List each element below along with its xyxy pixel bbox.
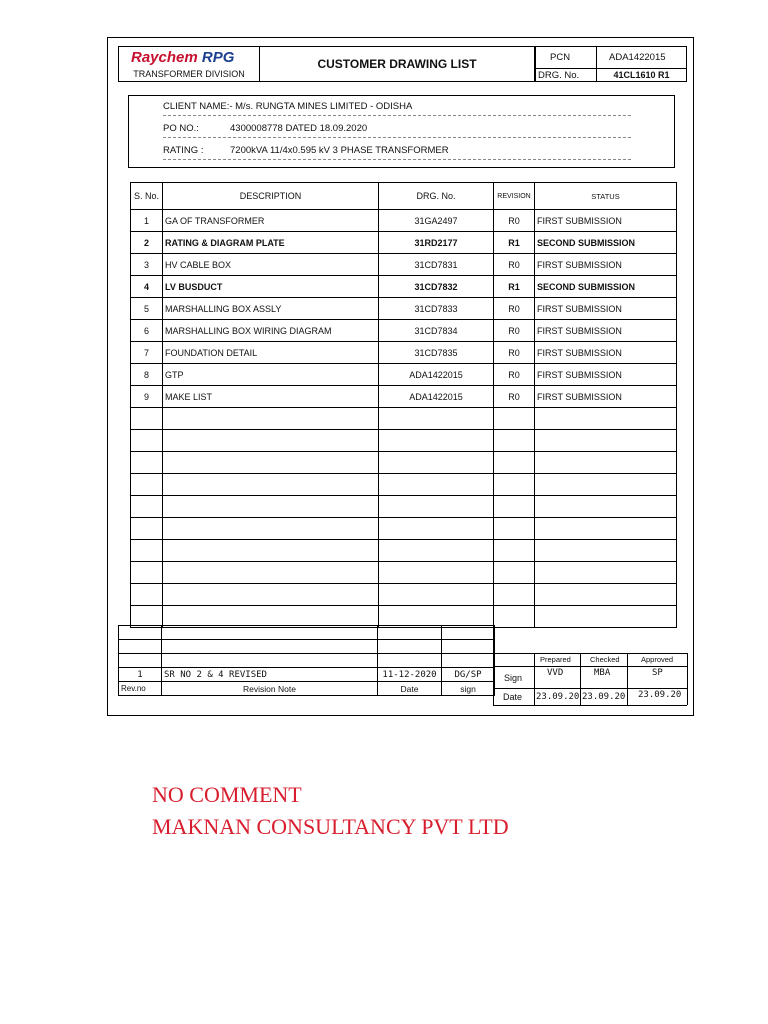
cell-empty [535, 584, 677, 606]
po-value: 4300008778 DATED 18.09.2020 [230, 123, 368, 134]
header-revision: REVISION [494, 183, 535, 210]
cell-status: FIRST SUBMISSION [535, 364, 677, 386]
rev-sign: DG/SP [442, 668, 495, 682]
label-date: Date [378, 682, 442, 696]
cell-description: MAKE LIST [163, 386, 379, 408]
cell-empty [131, 518, 163, 540]
cell-revision: R0 [494, 342, 535, 364]
table-row [131, 232, 677, 254]
cell-drg-no: 31GA2497 [379, 210, 494, 232]
cell-revision: R1 [494, 232, 535, 254]
cell-empty [379, 408, 494, 430]
approval-line [627, 653, 628, 705]
checked-date: 23.09.20 [582, 692, 626, 702]
cell-empty [535, 430, 677, 452]
divider [163, 159, 631, 160]
drg-no-label: DRG. No. [535, 68, 597, 82]
cell-empty [535, 562, 677, 584]
checked-sign: MBA [594, 668, 611, 678]
cell-empty [494, 474, 535, 496]
rev-no: 1 [119, 668, 162, 682]
sign-label: Sign [504, 673, 523, 683]
approved-label: Approved [641, 655, 674, 664]
cell-empty [163, 584, 379, 606]
cell-empty [494, 496, 535, 518]
table-header-row [131, 183, 677, 210]
header-drg-no: DRG. No. [379, 183, 494, 210]
revision-label-row [119, 682, 495, 696]
cell-sno: 8 [131, 364, 163, 386]
cell-empty [494, 562, 535, 584]
cell-status: SECOND SUBMISSION [535, 276, 677, 298]
table-row [131, 254, 677, 276]
pcn-value: ADA1422015 [596, 46, 687, 69]
cell-empty [379, 452, 494, 474]
document-title: CUSTOMER DRAWING LIST [260, 46, 535, 82]
date-label: Date [503, 692, 523, 702]
cell-empty [379, 540, 494, 562]
cell-drg-no: ADA1422015 [379, 364, 494, 386]
cell-empty [379, 562, 494, 584]
cell-empty [379, 584, 494, 606]
rev-date: 11-12-2020 [378, 668, 442, 682]
rating-value: 7200kVA 11/4x0.595 kV 3 PHASE TRANSFORMER [230, 145, 449, 156]
prepared-label: Prepared [540, 655, 571, 664]
cell-status: FIRST SUBMISSION [535, 342, 677, 364]
header-description: DESCRIPTION [163, 183, 379, 210]
cell-empty [163, 562, 379, 584]
cell-status: FIRST SUBMISSION [535, 320, 677, 342]
cell-revision: R1 [494, 276, 535, 298]
table-row-empty [131, 408, 677, 430]
cell-empty [131, 562, 163, 584]
table-row [131, 342, 677, 364]
revision-empty-row [119, 626, 495, 640]
prepared-sign: VVD [547, 668, 564, 678]
cell-description: MARSHALLING BOX ASSLY [163, 298, 379, 320]
prepared-date: 23.09.20 [536, 692, 580, 702]
cell-empty [535, 518, 677, 540]
label-rev-no: Rev.no [119, 682, 162, 696]
cell-description: HV CABLE BOX [163, 254, 379, 276]
cell-empty [163, 496, 379, 518]
cell-empty [131, 474, 163, 496]
cell-description: GA OF TRANSFORMER [163, 210, 379, 232]
rev-note: SR NO 2 & 4 REVISED [162, 668, 378, 682]
label-sign: sign [442, 682, 495, 696]
label-revision-note: Revision Note [162, 682, 378, 696]
cell-revision: R0 [494, 320, 535, 342]
company-logo-block [118, 46, 260, 82]
cell-empty [494, 452, 535, 474]
cell-empty [131, 584, 163, 606]
cell-revision: R0 [494, 364, 535, 386]
drawing-list-table [130, 182, 677, 628]
cell-empty [494, 606, 535, 628]
division-label: TRANSFORMER DIVISION [133, 69, 245, 79]
table-row-empty [131, 430, 677, 452]
cell-drg-no: ADA1422015 [379, 386, 494, 408]
cell-empty [494, 540, 535, 562]
cell-empty [163, 452, 379, 474]
cell-empty [535, 540, 677, 562]
cell-empty [163, 474, 379, 496]
table-row-empty [131, 540, 677, 562]
cell-description: RATING & DIAGRAM PLATE [163, 232, 379, 254]
table-row-empty [131, 452, 677, 474]
approval-line [580, 653, 581, 705]
cell-sno: 1 [131, 210, 163, 232]
revision-empty-row [119, 640, 495, 654]
cell-empty [535, 606, 677, 628]
cell-empty [163, 518, 379, 540]
table-row [131, 320, 677, 342]
pcn-label: PCN [535, 46, 597, 69]
cell-empty [131, 452, 163, 474]
approval-top-line [493, 653, 687, 654]
cell-empty [379, 474, 494, 496]
revision-row [119, 668, 495, 682]
cell-drg-no: 31RD2177 [379, 232, 494, 254]
cell-description: LV BUSDUCT [163, 276, 379, 298]
po-label: PO NO.: [163, 123, 199, 134]
cell-revision: R0 [494, 210, 535, 232]
cell-status: FIRST SUBMISSION [535, 254, 677, 276]
cell-sno: 6 [131, 320, 163, 342]
cell-description: GTP [163, 364, 379, 386]
divider [163, 115, 631, 116]
table-row [131, 210, 677, 232]
table-row-empty [131, 518, 677, 540]
table-row [131, 276, 677, 298]
cell-empty [131, 540, 163, 562]
cell-status: SECOND SUBMISSION [535, 232, 677, 254]
cell-drg-no: 31CD7831 [379, 254, 494, 276]
cell-empty [163, 408, 379, 430]
cell-sno: 2 [131, 232, 163, 254]
cell-empty [494, 430, 535, 452]
cell-status: FIRST SUBMISSION [535, 298, 677, 320]
cell-empty [379, 518, 494, 540]
table-row-empty [131, 474, 677, 496]
rating-label: RATING : [163, 145, 204, 156]
cell-empty [535, 408, 677, 430]
cell-empty [131, 408, 163, 430]
cell-empty [379, 430, 494, 452]
cell-revision: R0 [494, 386, 535, 408]
approved-date: 23.09.20 [638, 690, 682, 700]
approval-line [534, 653, 535, 705]
cell-empty [494, 408, 535, 430]
cell-empty [163, 540, 379, 562]
cell-empty [163, 430, 379, 452]
cell-sno: 3 [131, 254, 163, 276]
cell-sno: 5 [131, 298, 163, 320]
cell-empty [494, 584, 535, 606]
cell-empty [535, 452, 677, 474]
cell-description: FOUNDATION DETAIL [163, 342, 379, 364]
cell-empty [494, 518, 535, 540]
cell-revision: R0 [494, 254, 535, 276]
drg-no-value: 41CL1610 R1 [596, 68, 687, 82]
header-status: STATUS [535, 183, 677, 210]
table-row [131, 364, 677, 386]
cell-description: MARSHALLING BOX WIRING DIAGRAM [163, 320, 379, 342]
cell-sno: 7 [131, 342, 163, 364]
cell-drg-no: 31CD7832 [379, 276, 494, 298]
cell-empty [131, 430, 163, 452]
cell-empty [379, 496, 494, 518]
raychem-rpg-logo: Raychem RPG [131, 49, 235, 66]
header-sno: S. No. [131, 183, 163, 210]
client-name: CLIENT NAME:- M/s. RUNGTA MINES LIMITED - ODISHA [163, 101, 413, 112]
revision-table [118, 625, 495, 696]
approval-line [493, 688, 687, 689]
stamp-consultancy-name: MAKNAN CONSULTANCY PVT LTD [152, 814, 509, 839]
cell-drg-no: 31CD7833 [379, 298, 494, 320]
table-row-empty [131, 584, 677, 606]
stamp-no-comment: NO COMMENT [152, 782, 302, 807]
approval-bottom-line [493, 705, 687, 706]
table-row [131, 298, 677, 320]
cell-revision: R0 [494, 298, 535, 320]
approval-line [493, 666, 687, 667]
approved-sign: SP [652, 668, 663, 678]
checked-label: Checked [590, 655, 620, 664]
table-row [131, 386, 677, 408]
cell-status: FIRST SUBMISSION [535, 386, 677, 408]
divider [163, 137, 631, 138]
revision-empty-row [119, 654, 495, 668]
cell-empty [131, 496, 163, 518]
cell-sno: 4 [131, 276, 163, 298]
approval-line [493, 625, 494, 705]
cell-status: FIRST SUBMISSION [535, 210, 677, 232]
cell-sno: 9 [131, 386, 163, 408]
table-row-empty [131, 562, 677, 584]
cell-empty [535, 474, 677, 496]
cell-empty [535, 496, 677, 518]
cell-drg-no: 31CD7835 [379, 342, 494, 364]
table-row-empty [131, 496, 677, 518]
cell-drg-no: 31CD7834 [379, 320, 494, 342]
approval-line [687, 653, 688, 705]
